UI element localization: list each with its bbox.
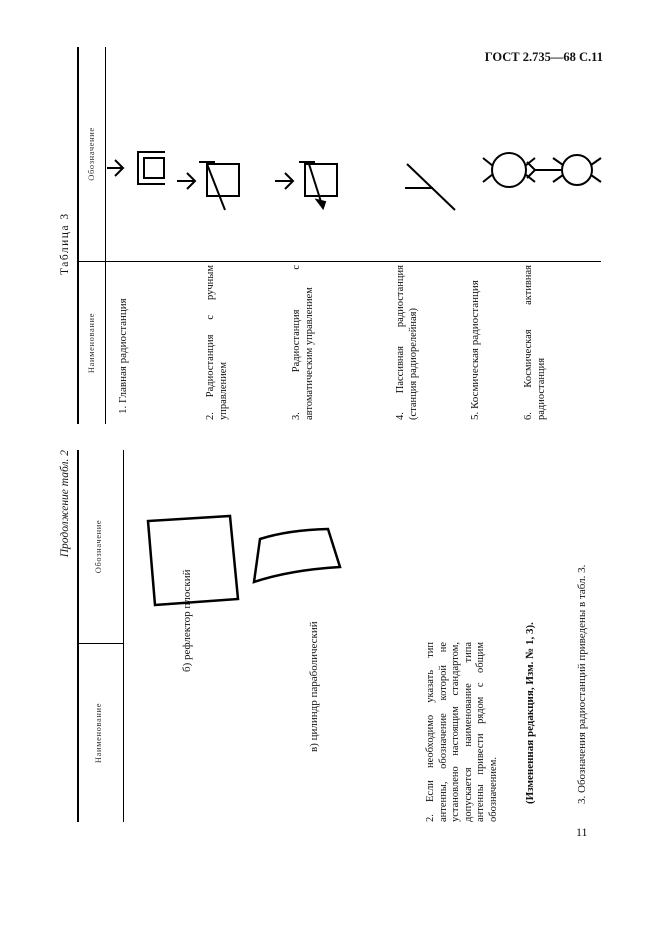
table3-row-name-4: 4. Пассивная радиостанция (станция радиорелейная) <box>395 265 419 420</box>
table3-top-rule <box>77 47 79 424</box>
table3-row-name-5: 5. Космическая радиостанция <box>469 280 481 420</box>
table3-row-name-2: 2. Радиостанция с ручным управлением <box>205 265 229 420</box>
table2-col-symbol: Обозначение <box>93 519 103 574</box>
manual-control-radio-station-icon <box>175 112 265 222</box>
page-header: ГОСТ 2.735—68 С.11 <box>484 50 603 64</box>
table2-row-name-parabolic: в) цилиндр параболический <box>308 621 320 752</box>
rotated-page-content <box>55 47 615 822</box>
table2-row-name-flat: б) рефлектор плоский <box>181 569 193 672</box>
note-3-paragraph: 3. Обозначения радиостанций приведены в табл. 3. <box>576 564 588 804</box>
main-radio-station-icon <box>105 112 165 222</box>
page-number: 11 <box>576 825 588 839</box>
table3-col-name: Наименование <box>86 312 96 374</box>
table2-header-rule <box>123 450 124 822</box>
parabolic-cylinder-icon <box>250 512 360 592</box>
table3-row-name-6: 6. Космическая активная радиостанция <box>523 265 547 420</box>
space-active-radio-station-icon <box>517 112 627 222</box>
table2-col-name: Наименование <box>93 702 103 764</box>
table3-col-symbol: Обозначение <box>86 127 96 181</box>
table3-column-divider <box>77 261 601 262</box>
edition-note: (Измененная редакция, Изм. № 1, 3). <box>524 622 536 804</box>
table3-title: Таблица 3 <box>59 212 71 275</box>
note-2-paragraph: 2. Если необходимо указать тип антенны, обозначение которой не установлено настоящим стандартом, допускается наименование типа антенны привести рядом с общим обозначением. <box>425 642 499 822</box>
table3-row-name-3: 3. Радиостанция с автоматическим управлением <box>291 265 315 420</box>
automatic-control-radio-station-icon <box>273 112 363 222</box>
table3-header-rule <box>105 47 106 424</box>
table2-continuation-label: Продолжение табл. 2 <box>59 450 71 558</box>
flat-reflector-icon <box>140 507 240 607</box>
table2-top-rule <box>77 450 79 822</box>
table3-row-name-1: 1. Главная радиостанция <box>117 298 129 414</box>
